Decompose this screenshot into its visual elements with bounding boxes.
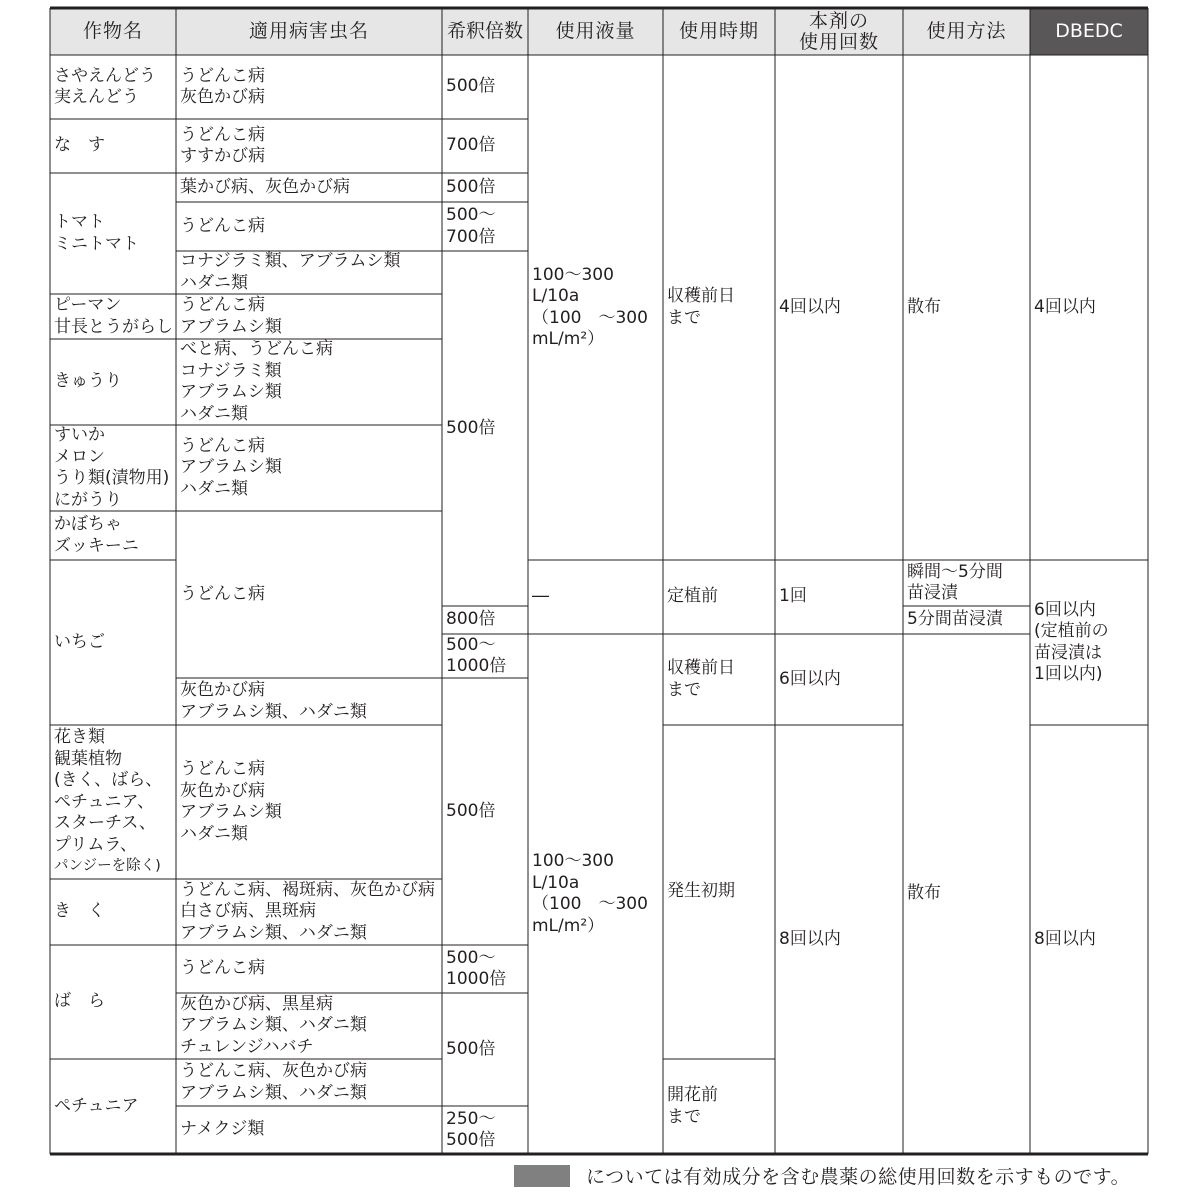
count-8: 8回以内 [779, 928, 841, 949]
pest-kiku: うどんこ病、褐斑病、灰色かび病 白さび病、黒斑病 アブラムシ類、ハダニ類 [180, 879, 435, 943]
header-volume: 使用液量 [555, 20, 636, 42]
method-dip-5min: 5分間苗浸漬 [907, 609, 1003, 630]
dilution-tomato-1: 500倍 [446, 176, 496, 197]
header-method: 使用方法 [926, 20, 1007, 42]
crop-hanaki-note: パンジーを除く) [54, 858, 161, 874]
crop-saya: さやえんどう 実えんどう [54, 65, 156, 107]
pest-bara-1: うどんこ病 [180, 958, 265, 979]
header-crop: 作物名 [82, 20, 143, 42]
crop-ichigo: いちご [54, 631, 105, 652]
legend-swatch [514, 1165, 570, 1187]
crop-kabocha: かぼちゃ ズッキーニ [54, 514, 139, 556]
crop-piman: ピーマン 甘長とうがらし [54, 295, 173, 337]
pest-petunia-1: うどんこ病、灰色かび病 アブラムシ類、ハダニ類 [180, 1061, 367, 1103]
timing-preharvest-2: 収穫前日 まで [667, 658, 735, 700]
header-pest: 適用病害虫名 [248, 20, 369, 42]
timing-early-onset: 発生初期 [667, 881, 735, 902]
pest-bara-2: 灰色かび病、黒星病 アブラムシ類、ハダニ類 チュレンジハバチ [180, 993, 367, 1057]
pest-tomato-2: うどんこ病 [180, 215, 265, 236]
pest-petunia-2: ナメクジ類 [180, 1119, 265, 1140]
dbedc-6: 6回以内 (定植前の 苗浸漬は 1回以内) [1034, 599, 1109, 684]
count-6: 6回以内 [779, 668, 841, 689]
legend-text: については有効成分を含む農薬の総使用回数を示すものです。 [586, 1166, 1131, 1188]
crop-hanaki [50, 725, 176, 879]
dilution-bara-1: 500～ 1000倍 [446, 947, 507, 989]
volume-bottom: 100～300 L/10a （100 ～300 mL/m²） [532, 851, 648, 936]
dilution-nasu: 700倍 [446, 135, 496, 156]
count-1: 1回 [779, 586, 807, 607]
pest-hanaki: うどんこ病 灰色かび病 アブラムシ類 ハダニ類 [180, 759, 282, 844]
dilution-ichigo-1000: 500～ 1000倍 [446, 634, 507, 676]
header-dbedc: DBEDC [1055, 20, 1123, 42]
legend [514, 1162, 1130, 1189]
dilution-saya: 500倍 [446, 76, 496, 97]
pest-tomato-3: コナジラミ類、アブラムシ類 ハダニ類 [180, 251, 401, 293]
crop-hanaki-lines: 花き類 観葉植物 (きく、ばら、 ペチュニア、 スターチス、 プリムラ、 [54, 727, 163, 855]
pest-tomato-1: 葉かび病、灰色かび病 [180, 176, 350, 197]
dilution-merged-1: 500倍 [446, 417, 496, 438]
pest-nasu: うどんこ病 すすかび病 [180, 124, 266, 166]
dbedc-4: 4回以内 [1034, 296, 1096, 317]
pest-piman: うどんこ病 アブラムシ類 [180, 295, 282, 337]
header-timing: 使用時期 [678, 20, 759, 42]
crop-kiku: き く [54, 901, 105, 922]
timing-preflowering: 開花前 まで [667, 1085, 718, 1127]
pest-udonko-merged: うどんこ病 [180, 583, 265, 604]
timing-preplanting: 定植前 [667, 586, 718, 607]
dilution-ichigo-800: 800倍 [446, 609, 496, 630]
header-dilution: 希釈倍数 [446, 20, 523, 42]
count-4: 4回以内 [779, 296, 841, 317]
crop-nasu: な す [54, 135, 105, 156]
method-spray-1: 散布 [907, 296, 941, 317]
crop-suika: すいか メロン うり類(漬物用) にがうり [54, 425, 170, 510]
dilution-tomato-2: 500～ 700倍 [446, 205, 496, 247]
dilution-merged-3: 500倍 [446, 1038, 496, 1059]
pest-ichigo-2: 灰色かび病 アブラムシ類、ハダニ類 [180, 680, 367, 722]
crop-tomato: トマト ミニトマト [54, 212, 139, 254]
crop-bara: ば ら [54, 991, 105, 1012]
volume-dash: ― [532, 586, 549, 607]
pest-saya: うどんこ病 灰色かび病 [180, 65, 265, 107]
dilution-petunia-2: 250～ 500倍 [446, 1108, 496, 1150]
crop-petunia: ペチュニア [54, 1095, 139, 1116]
crop-kyuri: きゅうり [54, 371, 122, 392]
header-count: 本剤の 使用回数 [798, 9, 879, 53]
dilution-merged-2: 500倍 [446, 800, 496, 821]
timing-preharvest-1: 収穫前日 まで [667, 286, 735, 328]
volume-top: 100～300 L/10a （100 ～300 mL/m²） [532, 264, 648, 349]
pest-suika: うどんこ病 アブラムシ類 ハダニ類 [180, 435, 282, 499]
method-dip-instant: 瞬間～5分間 苗浸漬 [907, 561, 1003, 603]
pest-kyuri: べと病、うどんこ病 コナジラミ類 アブラムシ類 ハダニ類 [180, 339, 333, 424]
dbedc-8: 8回以内 [1034, 928, 1096, 949]
method-spray-2: 散布 [907, 883, 941, 904]
